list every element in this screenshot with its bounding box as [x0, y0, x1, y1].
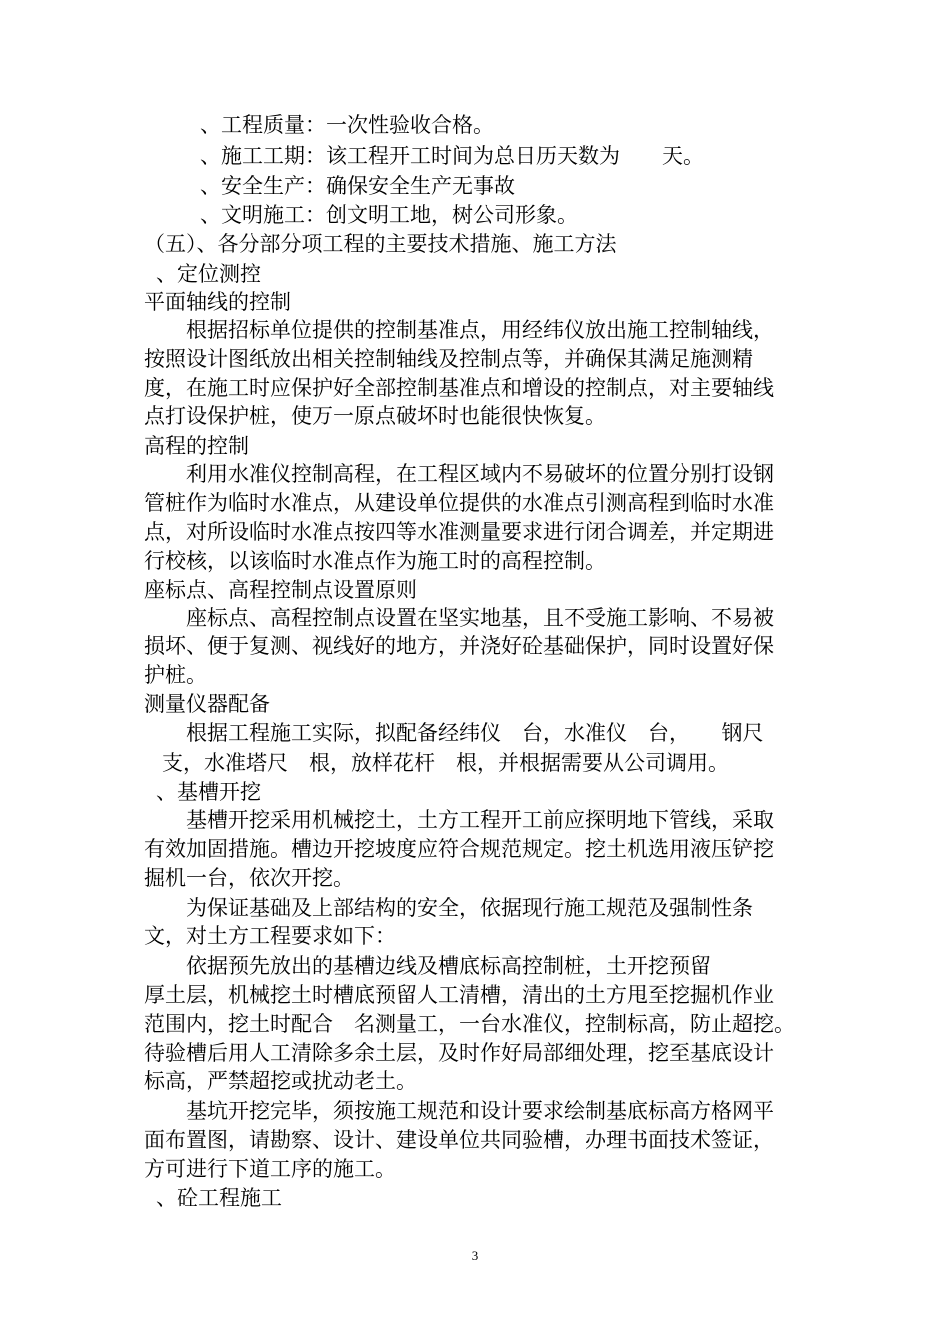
- subsection-heading: 、定位测控: [156, 262, 261, 286]
- text-line: 损坏、便于复测、视线好的地方，并浇好砼基础保护，同时设置好保: [144, 634, 774, 658]
- text-line: 方可进行下道工序的施工。: [144, 1157, 396, 1181]
- text-line: 、施工工期：该工程开工时间为总日历天数为 天。: [200, 144, 704, 168]
- text-line: 护桩。: [144, 663, 207, 687]
- subsection-heading: 、砼工程施工: [156, 1186, 282, 1210]
- text-line: 、工程质量：一次性验收合格。: [200, 113, 494, 137]
- text-line: 、安全生产：确保安全生产无事故: [200, 174, 515, 198]
- text-line: 行校核，以该临时水准点作为施工时的高程控制。: [144, 549, 606, 573]
- text-line: 待验槽后用人工清除多余土层，及时作好局部细处理，挖至基底设计: [144, 1041, 774, 1065]
- text-line: 度，在施工时应保护好全部控制基准点和增设的控制点，对主要轴线: [144, 376, 774, 400]
- text-line: 座标点、高程控制点设置在坚实地基，且不受施工影响、不易被: [186, 606, 774, 630]
- text-line: 基坑开挖完毕，须按施工规范和设计要求绘制基底标高方格网平: [186, 1099, 774, 1123]
- text-line: 依据预先放出的基槽边线及槽底标高控制桩，土开挖预留: [186, 954, 711, 978]
- text-line: 文，对土方工程要求如下：: [144, 924, 396, 948]
- text-line: 厚土层，机械挖土时槽底预留人工清槽，清出的土方甩至挖掘机作业: [144, 983, 774, 1007]
- text-line: 掘机一台，依次开挖。: [144, 866, 354, 890]
- text-line: 利用水准仪控制高程，在工程区域内不易破坏的位置分别打设钢: [186, 462, 774, 486]
- text-line: 为保证基础及上部结构的安全，依据现行施工规范及强制性条: [186, 896, 753, 920]
- text-line: 根据工程施工实际，拟配备经纬仪 台，水准仪 台， 钢尺: [186, 721, 764, 745]
- text-line: 按照设计图纸放出相关控制轴线及控制点等，并确保其满足施测精: [144, 347, 753, 371]
- text-line: 面布置图，请勘察、设计、建设单位共同验槽，办理书面技术签证，: [144, 1128, 774, 1152]
- subsection-heading: 座标点、高程控制点设置原则: [144, 578, 417, 602]
- page-number: 3: [471, 1248, 479, 1263]
- text-line: 点打设保护桩，使万一原点破坏时也能很快恢复。: [144, 404, 606, 428]
- text-line: 根据招标单位提供的控制基准点，用经纬仪放出施工控制轴线，: [186, 318, 774, 342]
- subsection-heading: 高程的控制: [144, 434, 249, 458]
- subsection-heading: 、基槽开挖: [156, 780, 261, 804]
- section-heading: （五）、各分部分项工程的主要技术措施、施工方法: [144, 232, 617, 256]
- text-line: 标高，严禁超挖或扰动老土。: [144, 1069, 417, 1093]
- text-line: 管桩作为临时水准点，从建设单位提供的水准点引测高程到临时水准: [144, 491, 774, 515]
- text-line: 基槽开挖采用机械挖土，土方工程开工前应探明地下管线，采取: [186, 808, 774, 832]
- text-line: 、文明施工：创文明工地，树公司形象。: [200, 203, 578, 227]
- subsection-heading: 测量仪器配备: [144, 692, 270, 716]
- text-line: 范围内，挖土时配合 名测量工，一台水准仪，控制标高，防止超挖。: [144, 1012, 795, 1036]
- text-line: 支，水准塔尺 根，放样花杆 根，并根据需要从公司调用。: [162, 751, 729, 775]
- subsection-heading: 平面轴线的控制: [144, 290, 291, 314]
- text-line: 有效加固措施。槽边开挖坡度应符合规范规定。挖土机选用液压铲挖: [144, 837, 774, 861]
- text-line: 点，对所设临时水准点按四等水准测量要求进行闭合调差，并定期进: [144, 520, 774, 544]
